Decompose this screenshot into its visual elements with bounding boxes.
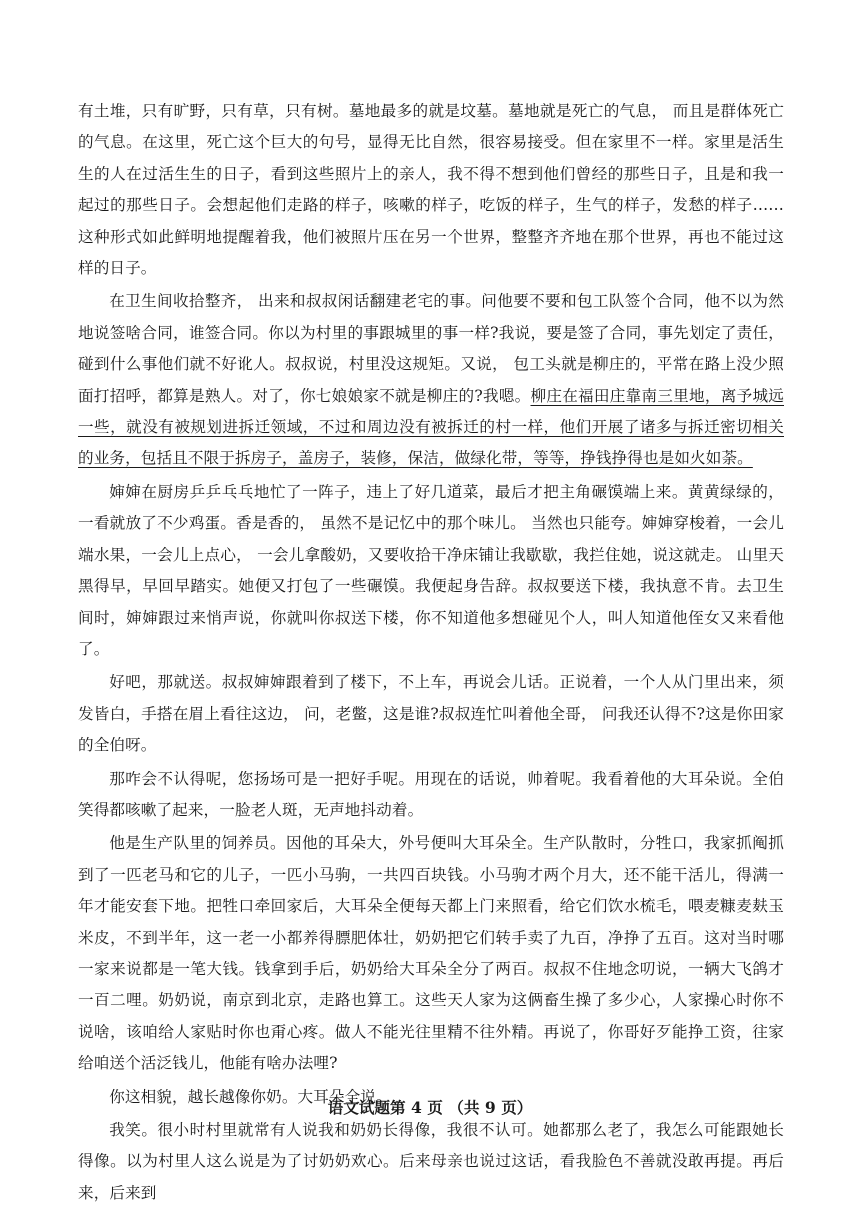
paragraph-1-text: 有土堆，只有旷野，只有草，只有树。墓地最多的就是坟墓。墓地就是死亡的气息， 而且是群体死亡的气息。在这里，死亡这个巨大的句号，显得无比自然，很容易接受。但在家里不一样。家里是活生生的人在过活生生的日子，看到这些照片上的亲人，我不得不想到他们曾经的那些日子，且是和我一起过的那些日子。会想起他们走路的样子，咳嗽的样子，吃饭的样子，生气的样子，发愁的样子……这种形式如此鲜明地提醒着我，他们被照片压在另一个世界，整整齐齐地在那个世界，再也不能过这样的日子。: [78, 102, 784, 278]
underlined-passage: 柳庄在福田庄靠南三里地，离予城远一些，就没有被规划进拆迁领域，不过和周边没有被拆迁的村一样，他们开展了诸多与拆迁密切相关的业务，包括且不限于拆房子，盖房子，装修，保洁，做绿化带，等等，挣钱挣得也是如火如荼。: [78, 386, 784, 468]
paragraph-8-text: 我笑。很小时村里就常有人说我和奶奶长得像，我很不认可。她都那么老了，我怎么可能跟她长得像。以为村里人这么说是为了讨奶奶欢心。后来母亲也说过这话，看我脸色不善就没敢再提。再后来，后来到: [78, 1121, 784, 1202]
page-footer: 语文试题第 4 页 （共 9 页）: [327, 1098, 533, 1117]
paragraph-3: [78, 477, 784, 665]
paragraph-6: [78, 828, 784, 1079]
document-body: [78, 96, 784, 1211]
paragraph-5-text: 那咋会不认得呢，您扬场可是一把好手呢。用现在的话说，帅着呢。我看着他的大耳朵说。全伯笑得都咳嗽了起来，一脸老人斑，无声地抖动着。: [78, 769, 784, 819]
paragraph-2-text: 在卫生间收拾整齐， 出来和叔叔闲话翻建老宅的事。问他要不要和包工队签个合同，他不以为然地说签啥合同，谁签合同。你以为村里的事跟城里的事一样?我说，要是签了合同，事先划定了责任，碰到什么事他们就不好讹人。叔叔说，村里没这规矩。又说， 包工头就是柳庄的，平常在路上没少照面打招呼，都算是熟人。对了，你七娘娘家不就是柳庄的?我嗯。: [78, 292, 784, 405]
paragraph-4: [78, 667, 784, 761]
paragraph-3-text: 婶婶在厨房乒乒乓乓地忙了一阵子，违上了好几道菜，最后才把主角碾馍端上来。黄黄绿绿的，一看就放了不少鸡蛋。香是香的， 虽然不是记忆中的那个味儿。 当然也只能夸。婶婶穿梭着，一会儿端水果，一会儿上点心， 一会儿拿酸奶，又要收拾干净床铺让我歇歇，我拦住她，说这就走。 山里天黑得早，早回早踏实。她便又打包了一些碾馍。我便起身告辞。叔叔要送下楼，我执意不肯。去卫生间时，婶婶跟过来悄声说，你就叫你叔送下楼，你不知道他多想碰见个人，叫人知道他侄女又来看他了。: [78, 482, 784, 658]
paragraph-4-text: 好吧，那就送。叔叔婶婶跟着到了楼下，不上车，再说会儿话。正说着，一个人从门里出来，须发皆白，手搭在眉上看往这边， 问，老鳖，这是谁?叔叔连忙叫着他全哥， 问我还认得不?这是你田家的全伯呀。: [78, 673, 784, 755]
paragraph-1: [78, 96, 784, 284]
paragraph-7-text: 你这相貌，越长越像你奶。大耳朵全说。: [109, 1087, 392, 1106]
paragraph-6-text: 他是生产队里的饲养员。因他的耳朵大，外号便叫大耳朵全。生产队散时，分牲口，我家抓阄抓到了一匹老马和它的儿子，一匹小马驹，一共四百块钱。小马驹才两个月大，还不能干活儿，得满一年才能安套下地。把牲口牵回家后，大耳朵全便每天都上门来照看，给它们饮水梳毛，喂麦糠麦麸玉米皮，不到半年，这一老一小都养得膘肥体壮，奶奶把它们转手卖了九百，净挣了五百。这对当时哪一家来说都是一笔大钱。钱拿到手后，奶奶给大耳朵全分了两百。叔叔不住地念叨说，一辆大飞鸽才一百二哩。奶奶说，南京到北京，走路也算工。这些天人家为这俩畜生操了多少心，人家操心时你不说啥，该咱给人家贴时你也甭心疼。做人不能光往里精不往外精。再说了，你哥好歹能挣工资，往家给咱送个活泛钱儿，他能有啥办法哩?: [78, 834, 784, 1073]
paragraph-5: [78, 764, 784, 827]
paragraph-2: [78, 286, 784, 474]
paragraph-8: [78, 1115, 784, 1209]
